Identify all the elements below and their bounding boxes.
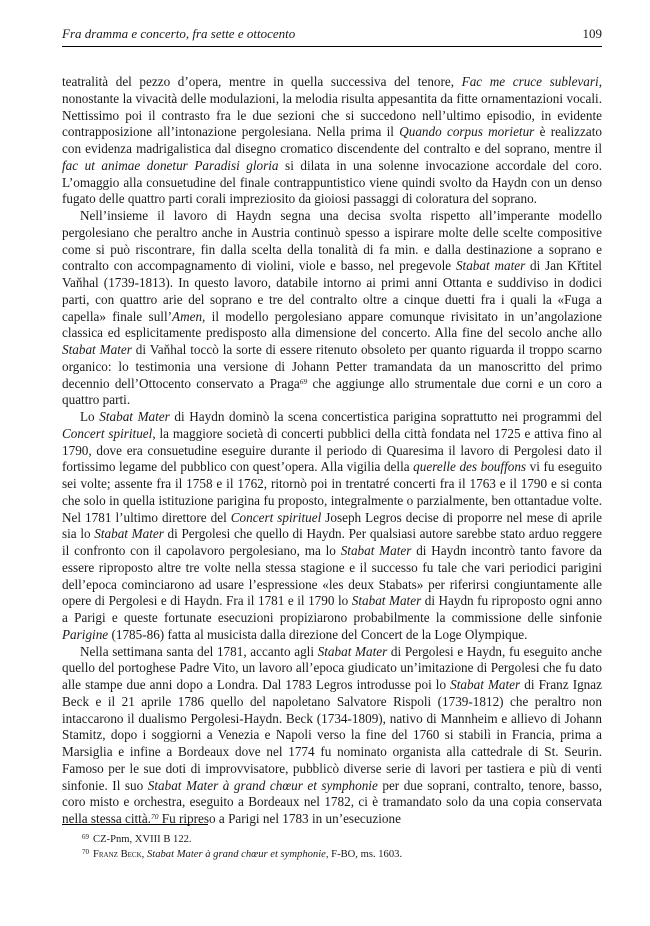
- footnote-reference[interactable]: 70: [150, 812, 159, 821]
- text-run: Concert spirituel: [230, 509, 322, 525]
- text-run: Stabat Mater: [99, 409, 170, 424]
- footnote-divider: [62, 824, 208, 825]
- text-run: (1785-86) fatta al musicista dalla direzione del Concert de la Loge Olympique.: [108, 626, 528, 642]
- body-text: [62, 74, 602, 828]
- running-title: Fra dramma e concerto, fra sette e ottocento: [62, 26, 296, 41]
- text-run: di Jan Křtitel Vaňhal (1739-1813). In questo lavoro, databile intorno ai primi anni Ottanta e suddiviso in dodici parti, con quattro arie del soprano e tre del contralto oltre a cinque duetti fra i quali la «Fuga a capella» finale sull’: [62, 258, 602, 324]
- text-run: , F-BO, ms. 1603.: [325, 849, 403, 860]
- text-run: vi fu eseguito sei volte; assente fra il 1758 e il 1762, ritornò poi in trentatré concerti fra il 1763 e il 1790 e si conta che solo in quella istituzione parigina fu proposto, integralmente o parzialmente, ben ottantadue volte. Nel 1781 l’ultimo direttore del: [62, 459, 602, 525]
- text-run: Parigine: [62, 626, 109, 642]
- text-run: , nonostante la vivacità delle modulazioni, la melodia risulta appesantita da fitte ornamentazioni vocali. Nettissimo poi il contrasto fra le due sezioni che si succedono nell’ultimo episodio, in evidente contrapposizione all’intonazione pergolesiana. Nella prima il: [62, 74, 602, 140]
- text-run: di Pergolesi e Haydn, fu eseguito anche quello del portoghese Padre Vito, un lavoro all’epoca giudicato un’imitazione di Pergolesi che fu dato alle stampe due anni dopo a Londra. Dal 1783 Legros introdusse poi lo: [62, 643, 602, 692]
- text-run: ,: [141, 849, 147, 860]
- text-run: , la maggiore società di concerti pubblici della città fondata nel 1725 e attiva fino al 1790, dove era consuetudine eseguire durante il periodo di Quaresima il lavoro di Pergolesi dato il fortissimo legame del pubblico con quest’opera. Alla vigilia della: [62, 425, 603, 475]
- text-run: Stabat Mater à grand chœur et symphonie: [146, 849, 326, 860]
- text-run: Stabat Mater à grand chœur et symphonie: [147, 777, 378, 793]
- text-run: che aggiunge allo strumentale due corni e un coro a quattro parti.: [62, 375, 602, 408]
- text-run: Nell’insieme il lavoro di Haydn segna una decisa svolta rispetto all’imperante modello pergolesiano che peraltro anche in Austria continuò spesso a ispirare molte delle scelte compositive come si può riscontrare, fin dalla scelta della tonalità di fa min. e dalla destinazione a soprano e contralto con accompagnamento di violini, viole e basso, nel pregevole: [62, 208, 602, 274]
- text-run: di Haydn dominò la scena concertistica parigina soprattutto nei programmi del: [169, 409, 603, 424]
- running-header: [62, 26, 602, 47]
- text-run: Stabat Mater: [62, 342, 132, 357]
- text-run: CZ-Pnm, XVIII B 122.: [93, 834, 192, 845]
- text-run: Concert spirituel: [62, 425, 153, 441]
- text-run: Nella settimana santa del 1781, accanto agli: [80, 643, 318, 659]
- text-run: Stabat Mater: [94, 526, 164, 542]
- text-run: di Franz Ignaz Beck e il 21 aprile 1786 quello del napoletano Salvatore Rispoli (1739-1812) che peraltro non intaccarono il dualismo Pergolesi-Haydn. Beck (1734-1809), nativo di Mannheim e allievo di Johann Stamitz, dopo i soggiorni a Venezia e Napoli verso la fine del 1760 si stabilì in Francia, prima a Marsiglia e infine a Bordeaux dove nel 1774 fu nominato organista alla cattedrale di St. Seurin. Famoso per le sue doti di improvvisatore, pubblicò diverse serie di lavori per tastiera e più di venti sinfonie. Il suo: [62, 677, 602, 793]
- page-number: 109: [582, 26, 602, 41]
- text-run: di Haydn incontrò tanto favore da essere riproposto altre tre volte nella stessa stagione e il successo fu tale che vari periodici parigini dell’epoca cominciarono ad usare l’espressione «les deux Stabats» per riferirsi congiuntamente alle opere di Pergolesi e di Haydn. Fra il 1781 e il 1790 lo: [62, 543, 603, 609]
- text-run: Stabat Mater: [340, 543, 412, 558]
- text-run: è realizzato con evidenza madrigalistica dal disegno cromatico discendente del contralto e del soprano, mentre il: [62, 124, 602, 156]
- text-run: fac ut animae donetur Paradisi gloria: [62, 157, 279, 173]
- text-run: Franz Beck: [93, 849, 142, 860]
- footnote-reference[interactable]: 69: [299, 376, 308, 386]
- text-run: di Pergolesi che quello di Haydn. Per qualsiasi autore sarebbe stato arduo reggere il confronto con il capolavoro pergolesiano, ma lo: [62, 526, 602, 558]
- text-run: , il modello pergolesiano appare comunque rivisitato in un’angolazione classica ed esplicitamente predisposto alla dimensione del concerto. Alla fine del secolo anche allo: [62, 308, 602, 341]
- footnotes: [82, 832, 602, 862]
- footnote-number: 70: [82, 848, 89, 856]
- text-run: si dilata in una solenne invocazione accordale del coro. L’omaggio alla consuetudine del finale contrappuntistico viene quindi svolto da Haydn con un denso fugato delle quattro parti corali impreziosito da gioiosi passaggi di coloratura del soprano.: [62, 157, 603, 207]
- footnote-number: 69: [82, 833, 89, 841]
- paragraph-1: [62, 74, 602, 208]
- text-run: Lo: [80, 409, 100, 424]
- text-run: di Vaňhal toccò la sorte di essere ritenuto obsoleto per quanto riguarda il troppo scarno organico: lo testimonia una versione di Johann Petter tramandata da un manoscritto del primo decennio dell’Ottocento conservato a Praga: [62, 342, 602, 391]
- text-run: Fac me cruce sublevari: [461, 74, 599, 89]
- text-run: Quando corpus morietur: [399, 124, 535, 140]
- footnote-text: [93, 849, 402, 860]
- text-run: querelle des bouffons: [413, 459, 527, 475]
- text-run: di Haydn fu riproposto ogni anno a Parigi e queste fortunate esecuzioni propiziarono probabilmente la commissione delle sinfonie: [62, 593, 602, 625]
- footnote-text: [93, 834, 192, 845]
- text-run: Joseph Legros decise di proporre nel mese di aprile sia lo: [62, 509, 602, 542]
- text-run: Amen: [172, 308, 203, 324]
- footnote-70: [82, 847, 602, 862]
- text-run: Stabat Mater: [351, 593, 422, 609]
- paragraph-4: [62, 644, 602, 828]
- text-run: teatralità del pezzo d’opera, mentre in quella successiva del tenore,: [62, 74, 462, 89]
- text-run: Stabat Mater: [450, 677, 521, 692]
- text-run: per due soprani, contralto, tenore, basso, coro misto e orchestra, eseguito a Bordeaux nel 1782, ci è tramandato solo da una copia conservata nella stessa città.: [62, 777, 602, 826]
- text-run: Stabat Mater: [317, 643, 388, 659]
- text-run: Fu ripreso a Parigi nel 1783 in un’esecuzione: [158, 811, 401, 826]
- paragraph-2: [62, 208, 602, 409]
- text-run: Stabat mater: [455, 258, 526, 274]
- footnote-69: [82, 832, 602, 847]
- paragraph-3: [62, 409, 602, 644]
